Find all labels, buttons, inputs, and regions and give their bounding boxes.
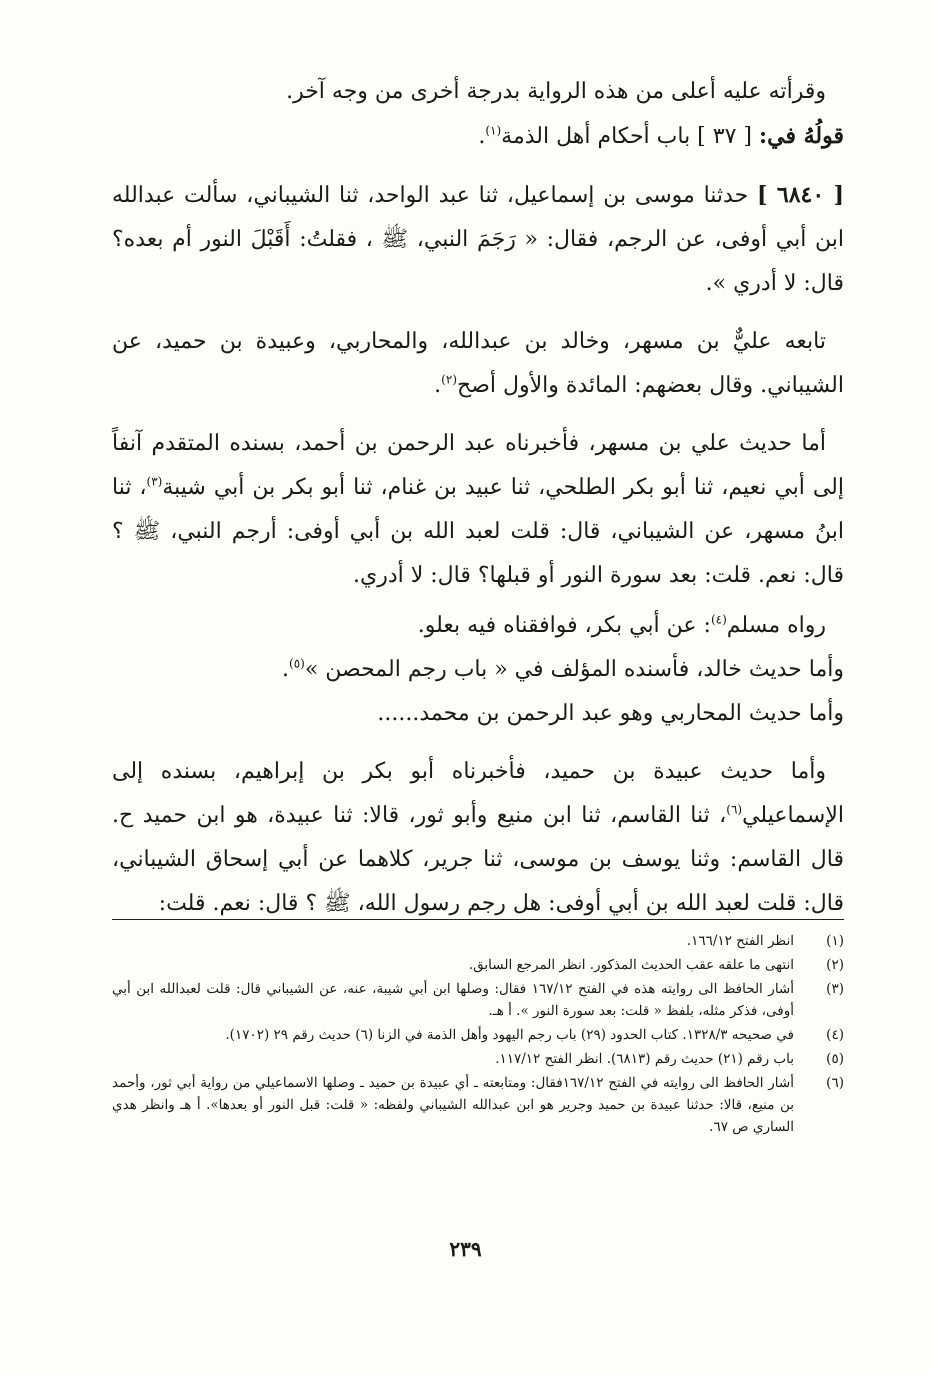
footnote-text: انتهى ما علقه عقب الحديث المذكور. انظر المرجع السابق. [468,957,794,973]
footnote [112,954,844,976]
page [112,70,844,1360]
footnote [112,1024,844,1046]
paragraph-text: وأما حديث عبيدة بن حميد، فأخبرناه أبو بكر بن إبراهيم، بسنده إلى الإسماعيلي [112,759,844,828]
punctuation: . [282,657,289,682]
footnote-text: أشار الحافظ الى روايته هذه في الفتح ١٦٧/١٢ فقال: وصلها ابن أبي شيبة، عنه، عن الشيباني قال: قلت لعبدالله ابن أبي أوفى، فذكر مثله، بلفظ « قلت: بعد سورة النور ». أ هـ. [112,981,794,1019]
hadith-number: [ ٦٨٤٠ ] [757,182,845,208]
footnote-text: انظر الفتح ١٦٦/١٢. [686,933,794,949]
footnote [112,978,844,1022]
footnote-text: في صحيحه ١٣٢٨/٣. كتاب الحدود (٢٩) باب رجم اليهود وأهل الذمة في الزنا (٦) حديث رقم ٢٩ (١٧٠٢). [225,1027,794,1043]
paragraph-text: رواه مسلم [726,613,826,638]
footnotes [112,930,844,1140]
paragraph-text: أما حديث علي بن مسهر، فأخبرناه عبد الرحمن بن أحمد، بسنده المتقدم آنفاً إلى أبي نعيم، ثنا أبو بكر الطلحي، ثنا عبيد بن غنام، ثنا أبو بكر بن أبي شيبة [112,431,845,500]
paragraph-text: وأما حديث المحاربي وهو عبد الرحمن بن محمد...... [377,701,844,726]
footnote-number: (١) [826,933,844,949]
footnote [112,930,844,952]
paragraph-text: وأما حديث خالد، فأسنده المؤلف في « باب رجم المحصن » [304,657,844,682]
paragraph-text: تابعه عليٌّ بن مسهر، وخالد بن عبدالله، والمحاربي، وعبيدة بن حميد، عن الشيباني. وقال بعضهم: المائدة والأول أصح [112,329,844,398]
paragraph [112,750,844,926]
paragraph: وقرأته عليه أعلى من هذه الرواية بدرجة أخرى من وجه آخر. قولُهُ في: [ ٣٧ ] باب أحكام أهل الذمة$^{(١)}$. [286,79,844,149]
footnote-ref: (٣) [146,474,163,489]
footnote-ref: (٤) [710,612,727,627]
footnote-ref: (٢) [441,372,457,387]
footnote [112,1072,844,1138]
footnote-number: (٦) [826,1075,844,1091]
footnote-number: (٤) [826,1027,844,1043]
footnote-ref: (٥) [289,656,305,671]
footnote-text: باب رقم (٢١) حديث رقم (٦٨١٣). انظر الفتح ١١٧/١٢. [495,1051,794,1067]
page-number: ٢٣٩ [449,1237,482,1261]
footnote-number: (٣) [826,981,844,997]
chapter-heading: [ ٣٧ ] باب أحكام أهل الذمة [501,124,752,149]
footnote-text: أشار الحافظ الى روايته في الفتح ١٦٧/١٢فقال: ومتابعته ـ أي عبيدة بن حميد ـ وصلها الاسماعيلي من رواية أبي ثور، وأحمد بن منيع، قالا: حدثنا عبيدة بن حميد وجرير هو ابن عبدالله الشيباني ولفظه: « قلت: قبل النور أو بعدها». أ هـ وانظر هدي الساري ص ٦٧. [112,1075,794,1135]
chapter-heading-prefix: قولُهُ في: [758,123,844,149]
paragraph-text: ، ثنا القاسم، ثنا ابن منيع وأبو ثور، قالا: ثنا عبيدة، هو ابن حميد ح. قال القاسم: وثنا يوسف بن موسى، ثنا جرير، كلاهما عن أبي إسحاق الشيباني، قال: قلت لعبد الله بن أبي أوفى: هل رجم رسول الله، ﷺ ؟ قال: نعم. قلت: [112,803,844,916]
paragraph [112,422,844,598]
paragraph-text: ، ثنا ابنُ مسهر، عن الشيباني، قال: قلت لعبد الله بن أبي أوفى: أرجم النبي، ﷺ ؟ قال: نعم. قلت: بعد سورة النور أو قبلها؟ قال: لا أدري. [112,475,844,588]
footnote-number: (٥) [826,1051,844,1067]
hadith-paragraph [112,173,844,306]
paragraph-text: : عن أبي بكر، فوافقناه فيه بعلو. [417,613,711,638]
paragraph-text: وقرأته عليه أعلى من هذه الرواية بدرجة أخرى من وجه آخر. [286,79,826,104]
footnote-ref: (٦) [726,802,743,817]
footnote-separator [112,919,844,920]
paragraph [112,604,844,736]
footnote-ref: (١) [485,123,502,138]
footnote [112,1048,844,1070]
hadith-text: حدثنا موسى بن إسماعيل، ثنا عبد الواحد، ثنا الشيباني، سألت عبدالله ابن أبي أوفى، عن الرجم، فقال: « رَجَمَ النبي، ﷺ ، فقلتُ: أَقَبْلَ النور أم بعده؟ قال: لا أدري ». [112,183,844,296]
paragraph: تابعه عليٌّ بن مسهر، وخالد بن عبدالله، والمحاربي، وعبيدة بن حميد، عن الشيباني. وقال بعضهم: المائدة والأول أصح$^{(٢)}$. [112,329,844,398]
footnote-number: (٢) [826,957,844,973]
